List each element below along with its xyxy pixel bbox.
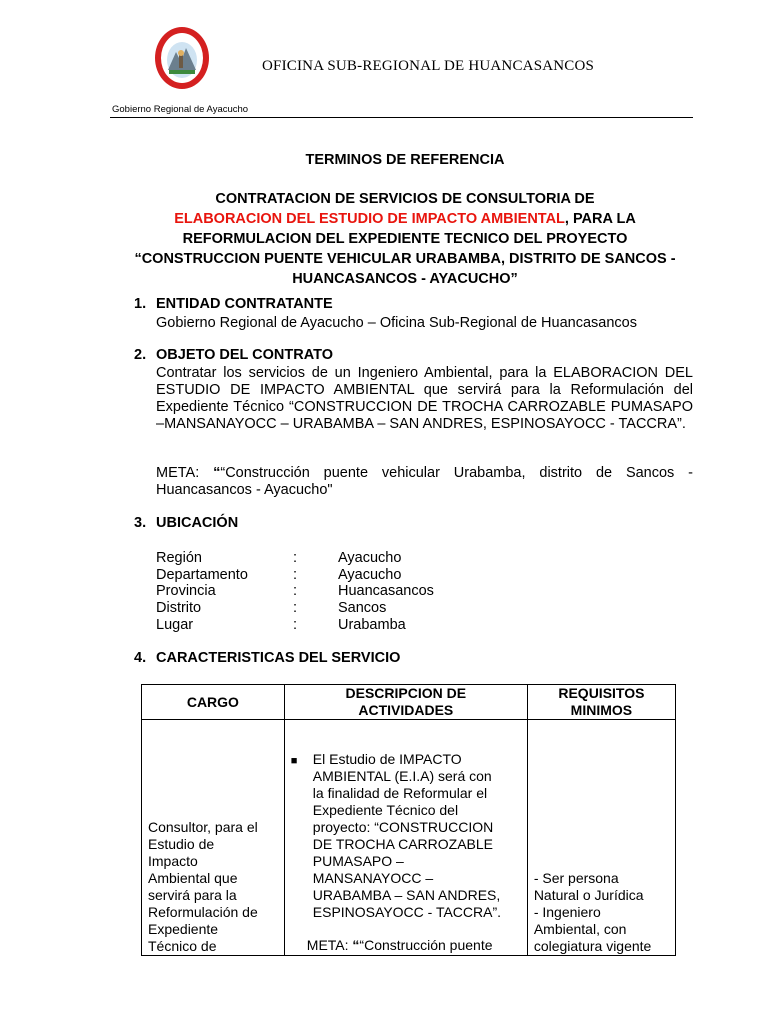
location-list: [156, 550, 434, 633]
regional-seal-logo: [154, 26, 210, 90]
meta-text: “Construcción puente vehicular Urabamba, distrito de Sancos - Huancasancos - Ayacucho": [156, 465, 693, 498]
cell-descripcion: [284, 720, 527, 956]
subtitle-line-1: CONTRATACION DE SERVICIOS DE CONSULTORIA DE: [215, 191, 595, 207]
section-1-text: Gobierno Regional de Ayacucho – Oficina Sub-Regional de Huancasancos: [156, 315, 637, 331]
table-row: [142, 720, 676, 956]
section-2-number: 2.: [134, 347, 147, 363]
office-name: OFICINA SUB-REGIONAL DE HUANCASANCOS: [262, 58, 595, 74]
section-2-meta: META: ““Construcción puente vehicular Urabamba, distrito de Sancos - Huancasancos - Ayacucho": [156, 465, 693, 498]
bullet-icon: ■: [290, 755, 298, 767]
header-divider: [110, 117, 693, 118]
header-cargo: CARGO: [142, 685, 285, 720]
cell-cargo: [142, 720, 285, 956]
cargo-line: Expediente: [148, 921, 219, 937]
descripcion-text: [313, 751, 523, 921]
desc-line: Expediente Técnico del: [312, 802, 459, 818]
location-sep: :: [293, 566, 298, 583]
location-row: [156, 583, 434, 600]
government-name: Gobierno Regional de Ayacucho: [112, 104, 249, 115]
subtitle-line-5: HUANCASANCOS - AYACUCHO”: [292, 271, 518, 287]
cell-requisitos: [527, 720, 675, 956]
location-row: [156, 617, 434, 634]
subtitle-line-2: [110, 209, 700, 229]
location-value: Ayacucho: [338, 566, 402, 583]
location-sep: :: [293, 616, 298, 633]
section-2-heading: [134, 347, 333, 363]
section-4-title: CARACTERISTICAS DEL SERVICIO: [156, 650, 401, 666]
location-value: Ayacucho: [338, 550, 402, 566]
cargo-line: Consultor, para el: [148, 819, 258, 835]
location-key: Distrito: [156, 600, 202, 617]
location-key: Provincia: [156, 583, 216, 600]
document-title: TERMINOS DE REFERENCIA: [305, 152, 505, 168]
section-3-title: UBICACIÓN: [156, 515, 239, 531]
section-2-text: Contratar los servicios de un Ingeniero Ambiental, para la ELABORACION DEL ESTUDIO DE IMPACTO AMBIENTAL que servirá para la Reformulación del Expediente Técnico “CONSTRUCCION DE TROCHA CARROZABLE PUMASAPO –MANSANAYOCC – URABAMBA – SAN ANDRES, ESPINOSAYOCC - TACCRA”.: [156, 365, 693, 432]
header-desc-line: ACTIVIDADES: [358, 702, 454, 718]
section-3-heading: [134, 515, 238, 531]
desc-meta: META: ““Construcción puente: [306, 937, 493, 953]
header-requisitos: [527, 685, 675, 720]
section-2-title: OBJETO DEL CONTRATO: [156, 347, 333, 363]
location-sep: :: [293, 550, 298, 566]
desc-meta-label: META:: [306, 937, 349, 953]
location-row: [156, 567, 434, 584]
desc-line: MANSANAYOCC –: [312, 870, 434, 886]
req-line: - Ingeniero: [533, 904, 601, 920]
header-req-line: MINIMOS: [570, 702, 633, 718]
section-1-title: ENTIDAD CONTRATANTE: [156, 296, 333, 312]
desc-line: El Estudio de IMPACTO: [312, 751, 462, 767]
cargo-text: [148, 819, 280, 955]
location-value: Huancasancos: [338, 583, 434, 600]
desc-line: URABAMBA – SAN ANDRES,: [312, 887, 501, 903]
header-descripcion: [284, 685, 527, 720]
cargo-line: Reformulación de: [148, 904, 258, 920]
table-header-row: [142, 685, 676, 720]
subtitle-line-4: “CONSTRUCCION PUENTE VEHICULAR URABAMBA, DISTRITO DE SANCOS -: [134, 251, 676, 267]
subtitle-highlight: ELABORACION DEL ESTUDIO DE IMPACTO AMBIENTAL: [174, 211, 565, 227]
desc-line: DE TROCHA CARROZABLE: [312, 836, 494, 852]
desc-meta-text: “Construcción puente: [359, 937, 493, 953]
section-4-heading: [134, 650, 400, 666]
desc-line: proyecto: “CONSTRUCCION: [312, 819, 494, 835]
subtitle-line-2-tail: , PARA LA: [564, 211, 636, 227]
location-sep: :: [293, 600, 298, 617]
req-line: Ambiental, con: [533, 921, 627, 937]
document-subtitle: [110, 189, 700, 289]
cargo-line: Estudio de: [148, 836, 215, 852]
section-1-heading: [134, 296, 333, 312]
subtitle-line-3: REFORMULACION DEL EXPEDIENTE TECNICO DEL PROYECTO: [182, 231, 628, 247]
location-row: [156, 600, 434, 617]
desc-line: AMBIENTAL (E.I.A) será con: [312, 768, 492, 784]
section-1-number: 1.: [134, 296, 147, 312]
location-key: Región: [156, 550, 202, 566]
cargo-line: servirá para la: [148, 887, 237, 903]
location-value: Sancos: [338, 600, 387, 617]
desc-line: la finalidad de Reformular el: [312, 785, 488, 801]
meta-label: META:: [156, 465, 200, 481]
desc-line: ESPINOSAYOCC - TACCRA”.: [312, 904, 502, 920]
location-row: [156, 550, 434, 567]
req-line: Natural o Jurídica: [533, 887, 644, 903]
location-value: Urabamba: [338, 616, 406, 633]
req-line: colegiatura vigente: [533, 938, 652, 954]
section-3-number: 3.: [134, 515, 147, 531]
req-line: - Ser persona: [533, 870, 619, 886]
location-key: Lugar: [156, 616, 194, 633]
cargo-line: Impacto: [148, 853, 198, 869]
location-sep: :: [293, 583, 298, 600]
section-4-number: 4.: [134, 650, 147, 666]
header-req-line: REQUISITOS: [558, 685, 645, 701]
requisitos-text: [534, 870, 671, 955]
cargo-line: Ambiental que: [148, 870, 238, 886]
desc-line: PUMASAPO –: [312, 853, 404, 869]
cargo-line: Técnico de: [148, 938, 217, 954]
service-table: [141, 684, 676, 956]
location-key: Departamento: [156, 566, 248, 583]
header-desc-line: DESCRIPCION DE: [345, 685, 467, 701]
